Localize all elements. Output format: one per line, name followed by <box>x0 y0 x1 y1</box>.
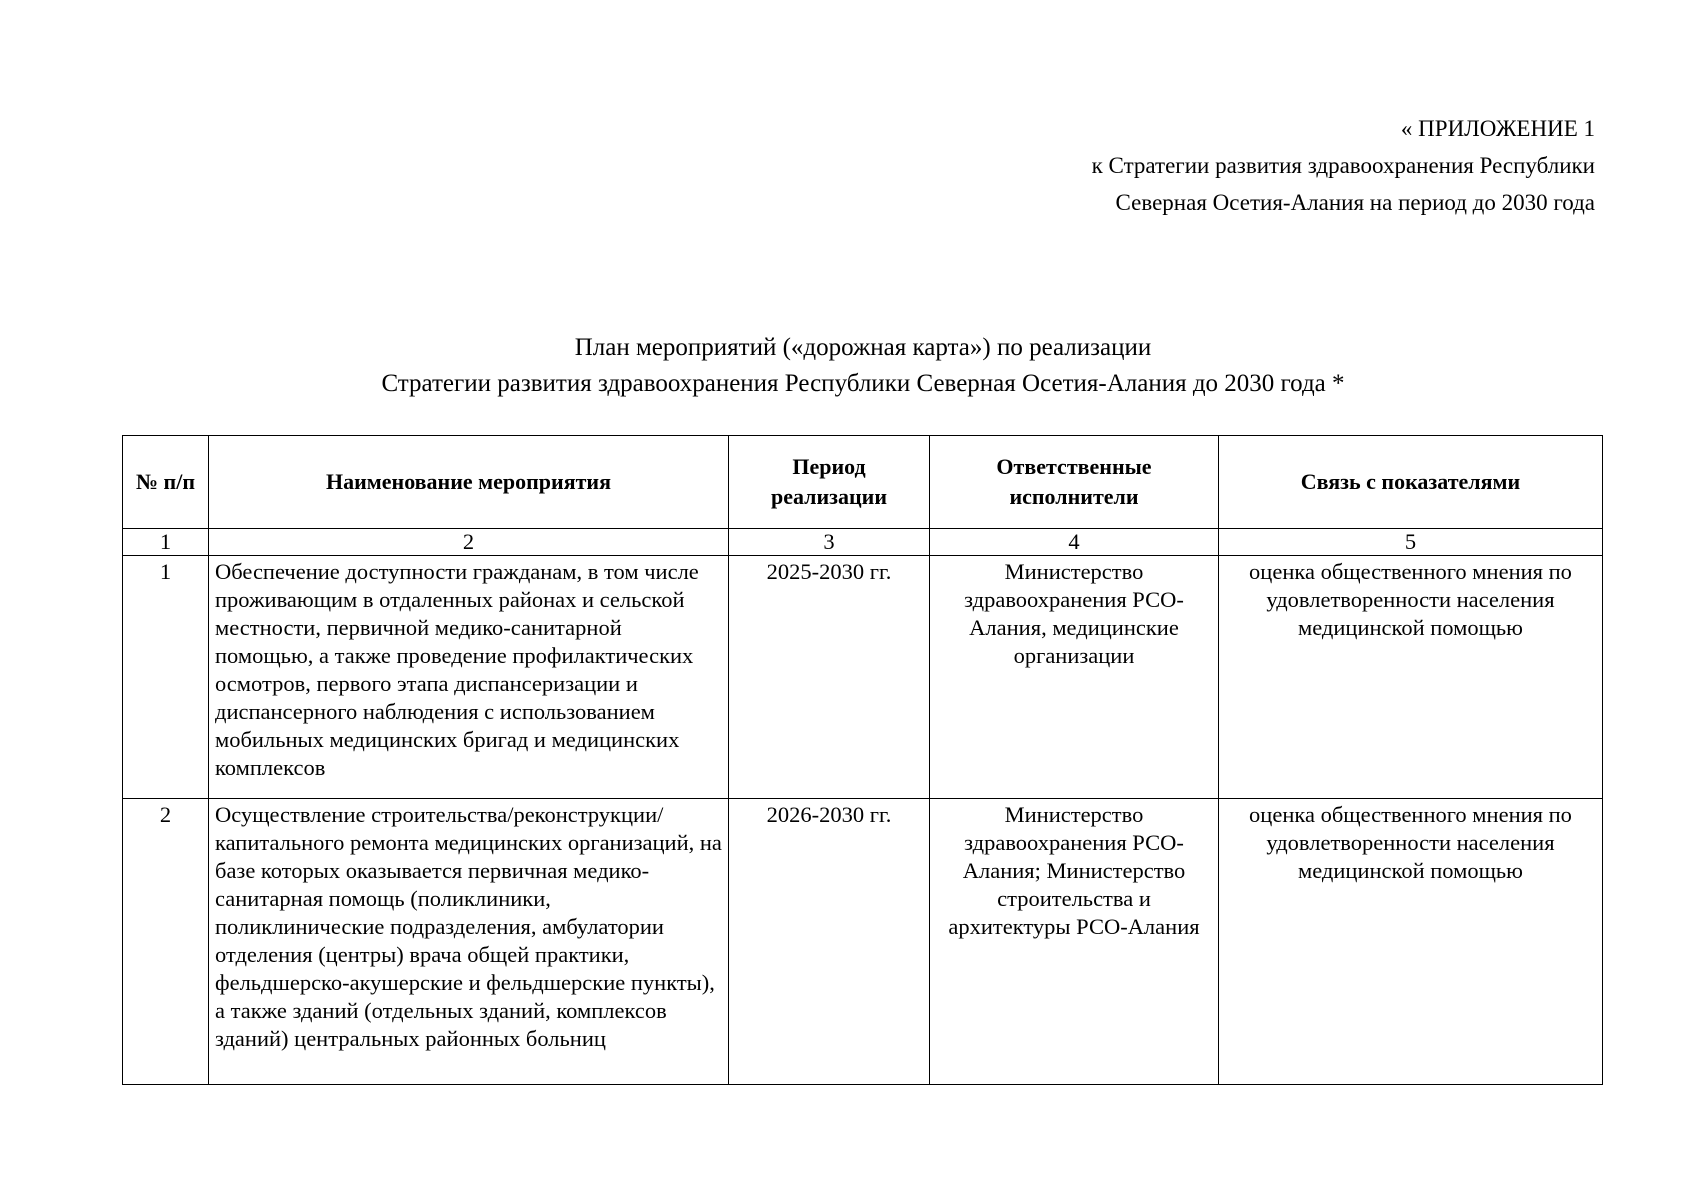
header-responsible: Ответственные исполнители <box>930 436 1219 529</box>
header-num: № п/п <box>123 436 209 529</box>
action-period: 2026-2030 гг. <box>729 799 930 1085</box>
appendix-header <box>1092 110 1595 221</box>
table-row <box>123 799 1603 1085</box>
action-plan-table <box>122 435 1603 1085</box>
column-number: 5 <box>1219 529 1603 556</box>
column-number: 3 <box>729 529 930 556</box>
appendix-subtitle-line2: Северная Осетия-Алания на период до 2030 года <box>1115 190 1595 215</box>
action-name: Обеспечение доступности гражданам, в том числе проживающим в отдаленных районах и сельской местности, первичной медико-санитарной помощью, а также проведение профилактических осмотров, первого этапа диспансеризации и диспансерного наблюдения с использованием мобильных медицинских бригад и медицинских комплексов <box>209 556 729 799</box>
action-name: Осуществление строительства/реконструкции/ капитального ремонта медицинских организаций, на базе которых оказывается первичная медико-санитарная помощь (поликлиники, поликлинические подразделения, амбулатории отделения (центры) врача общей практики, фельдшерско-акушерские и фельдшерские пункты), а также зданий (отдельных зданий, комплексов зданий) центральных районных больниц <box>209 799 729 1085</box>
header-name: Наименование мероприятия <box>209 436 729 529</box>
column-number-row <box>123 529 1603 556</box>
action-period: 2025-2030 гг. <box>729 556 930 799</box>
action-indicator-link: оценка общественного мнения по удовлетворенности населения медицинской помощью <box>1219 799 1603 1085</box>
appendix-subtitle-line1: к Стратегии развития здравоохранения Республики <box>1091 153 1595 178</box>
table-header-row <box>123 436 1603 529</box>
appendix-title: « ПРИЛОЖЕНИЕ 1 <box>1400 116 1595 141</box>
action-indicator-link: оценка общественного мнения по удовлетворенности населения медицинской помощью <box>1219 556 1603 799</box>
row-number: 2 <box>123 799 209 1085</box>
column-number: 4 <box>930 529 1219 556</box>
title-line2: Стратегии развития здравоохранения Республики Северная Осетия-Алания до 2030 года * <box>381 370 1345 397</box>
action-responsible: Министерство здравоохранения РСО-Алания; Министерство строительства и архитектуры РСО-Алания <box>930 799 1219 1085</box>
column-number: 1 <box>123 529 209 556</box>
header-link: Связь с показателями <box>1219 436 1603 529</box>
row-number: 1 <box>123 556 209 799</box>
column-number: 2 <box>209 529 729 556</box>
title-line1: План мероприятий («дорожная карта») по реализации <box>574 334 1152 361</box>
action-responsible: Министерство здравоохранения РСО-Алания, медицинские организации <box>930 556 1219 799</box>
table-row <box>123 556 1603 799</box>
document-title <box>123 330 1603 402</box>
header-period: Период реализации <box>729 436 930 529</box>
